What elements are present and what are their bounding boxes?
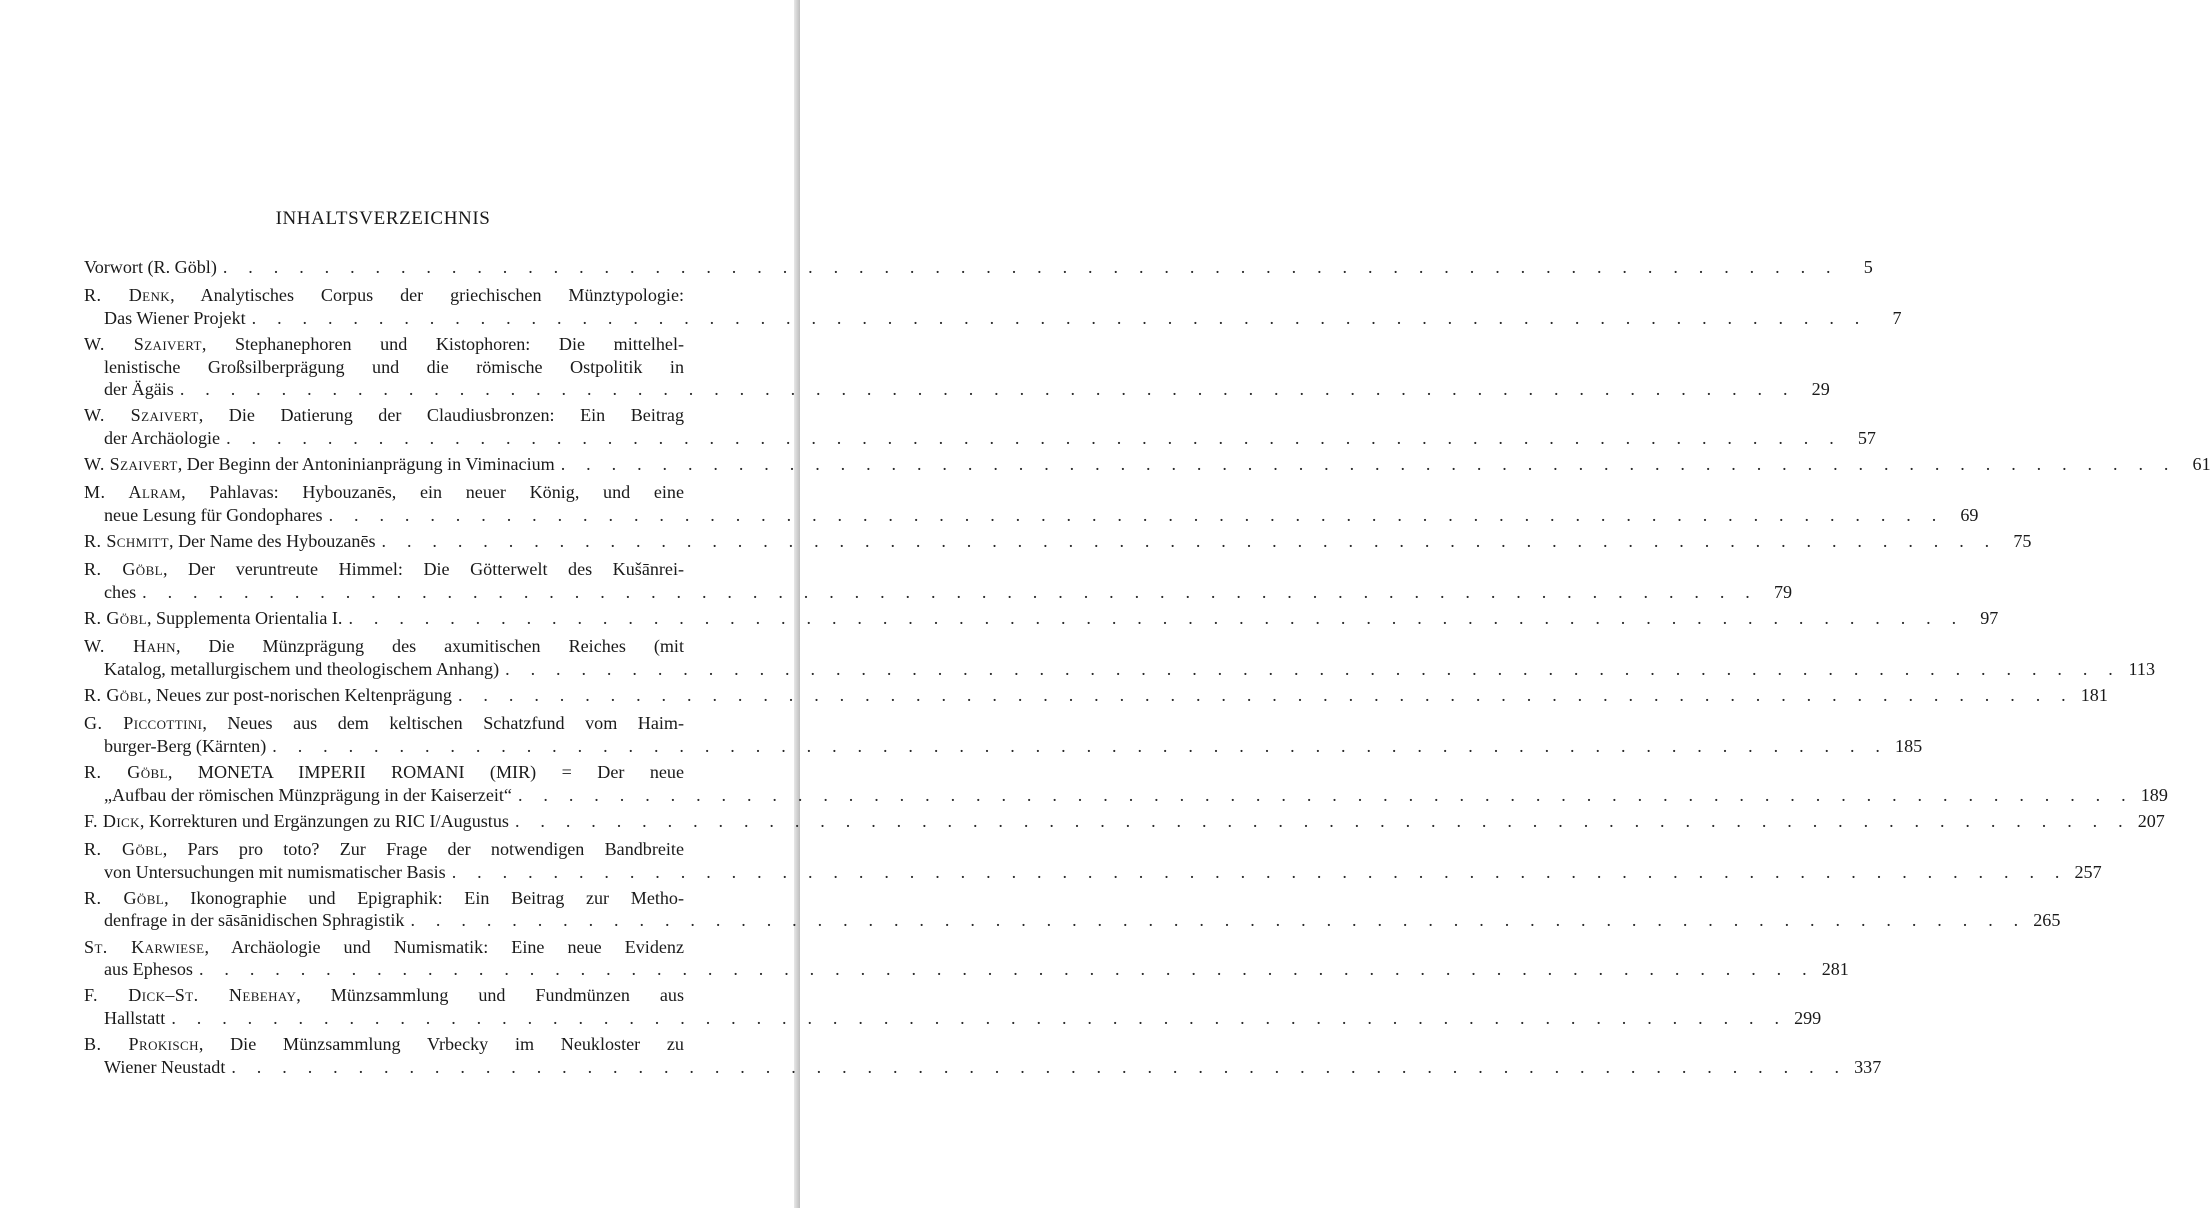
entry-last-line (84, 607, 1999, 630)
entry-last-line (84, 684, 2108, 707)
entry-line (84, 838, 684, 861)
entry-last-text: Vorwort (R. Göbl) (84, 257, 217, 277)
dot-leader: . . . . . . . . . . . . . . . . . . . . . . . . . . . . . . . . . . . . . . . . . . . . . . . . . . . . . . . . . . . . . . . . (457, 685, 2074, 706)
entry-author: M. Alram (84, 482, 182, 503)
page-number: 57 (1857, 427, 1876, 448)
entry-last-line (84, 1056, 1882, 1079)
toc-entry (84, 635, 2156, 680)
toc-entry (84, 1033, 1882, 1078)
dot-leader: . . . . . . . . . . . . . . . . . . . . . . . . . . . . . . . . . . . . . . . . . . . . . . . . . . . . . . . . . . . . . . . . (505, 658, 2122, 679)
entry-title-text (84, 453, 555, 476)
entry-last-text: , Der Name des Hybouzanēs (169, 531, 376, 552)
page-number: 69 (1960, 504, 1979, 525)
entry-line (84, 936, 684, 959)
dot-leader: . . . . . . . . . . . . . . . . . . . . . . . . . . . . . . . . . . . . . . . . . . . . . . . . . . . . . . . . . . . . . . . . (198, 959, 1815, 980)
entry-last-line (84, 784, 2168, 807)
entry-author: R. Denk (84, 285, 171, 306)
toc-entry (84, 530, 2032, 553)
page-title: INHALTSVERZEICHNIS (275, 208, 491, 229)
entry-last-text: „Aufbau der römischen Münzprägung in der Kaiserzeit“ (104, 784, 512, 805)
entry-line (84, 984, 684, 1007)
entry-last-line (84, 909, 2061, 932)
entry-line (84, 635, 684, 658)
entry-title-text (104, 909, 404, 932)
entry-last-text: Katalog, metallurgischem und theologischem Anhang) (104, 658, 500, 679)
entry-line (84, 404, 684, 427)
page-number: 75 (2013, 531, 2032, 552)
entry-line-text: , Pars pro toto? Zur Frage der notwendigen Bandbreite (162, 838, 684, 859)
dot-leader: . . . . . . . . . . . . . . . . . . . . . . . . . . . . . . . . . . . . . . . . . . . . . . . . . . . . . . . . . . . . . . . . (348, 608, 1965, 629)
entry-author: R. Göbl (84, 887, 165, 908)
entry-title-text (104, 581, 136, 604)
entry-last-line (84, 504, 1979, 527)
entry-author: F. Dick (84, 810, 140, 831)
page-number: 181 (2080, 685, 2108, 706)
toc-entry (84, 684, 2108, 707)
toc-entry (84, 481, 1979, 526)
dot-leader: . . . . . . . . . . . . . . . . . . . . . . . . . . . . . . . . . . . . . . . . . . . . . . . . . . . . . . . . . . . . . . . . (142, 581, 1759, 602)
page-number: 207 (2137, 810, 2165, 831)
dot-leader: . . . . . . . . . . . . . . . . . . . . . . . . . . . . . . . . . . . . . . . . . . . . . . . . . . . . . . . . . . . . . . . . (451, 861, 2068, 882)
entry-last-line (84, 861, 2102, 884)
entry-title-text (84, 256, 217, 279)
entry-last-text: von Untersuchungen mit numismatischer Basis (104, 861, 446, 882)
entry-last-line (84, 581, 1793, 604)
entry-author: W. Hahn (84, 636, 176, 657)
entry-last-line (84, 453, 2211, 476)
entry-author: R. Schmitt (84, 531, 170, 552)
page-number: 29 (1811, 379, 1830, 400)
entry-title-text (104, 378, 174, 401)
entry-last-text: , Korrekturen und Ergänzungen zu RIC I/Augustus (139, 810, 509, 831)
entry-title-text (104, 958, 193, 981)
entry-last-line (84, 530, 2032, 553)
entry-title-text (104, 307, 246, 330)
entry-last-text: Wiener Neustadt (104, 1056, 226, 1077)
dot-leader: . . . . . . . . . . . . . . . . . . . . . . . . . . . . . . . . . . . . . . . . . . . . . . . . . . . . . . . . . . . . . . . . (226, 427, 1842, 448)
entry-title-text (104, 658, 499, 681)
entry-line-text: , Stephanephoren und Kistophoren: Die mittelhel- (201, 333, 685, 354)
entry-line-text: , Analytisches Corpus der griechischen Münztypologie: (170, 285, 684, 306)
entry-last-line (84, 735, 1923, 758)
entry-last-line (84, 256, 1873, 279)
entry-line-text: lenistische Großsilberprägung und die römische Ostpolitik in (104, 356, 684, 377)
entry-last-text: der Ägäis (104, 379, 174, 400)
toc-entry (84, 607, 1999, 630)
entry-line (84, 333, 684, 356)
dot-leader: . . . . . . . . . . . . . . . . . . . . . . . . . . . . . . . . . . . . . . . . . . . . . . . . . . . . . . . . . . . . . . . . (251, 307, 1868, 328)
entry-line-text: , Die Münzsammlung Vrbecky im Neukloster zu (198, 1034, 684, 1055)
entry-title-text (104, 784, 512, 807)
dot-leader: . . . . . . . . . . . . . . . . . . . . . . . . . . . . . . . . . . . . . . . . . . . . . . . . . . . . . . . . . . . . . . . . (381, 531, 1998, 552)
toc-entry (84, 712, 1923, 757)
entry-line-text: , Archäologie und Numismatik: Eine neue Evidenz (204, 936, 684, 957)
entry-line (84, 761, 684, 784)
entry-line-text: , Ikonographie und Epigraphik: Ein Beitrag zur Metho- (164, 887, 684, 908)
entry-title-text (104, 1007, 165, 1030)
toc-entry (84, 810, 2165, 833)
entry-line-text: , Pahlavas: Hybouzanēs, ein neuer König, und eine (181, 482, 685, 503)
toc-entry (84, 838, 2102, 883)
entry-last-line (84, 810, 2165, 833)
entry-last-text: aus Ephesos (104, 959, 193, 980)
dot-leader: . . . . . . . . . . . . . . . . . . . . . . . . . . . . . . . . . . . . . . . . . . . . . . . . . . . . . . . . . . . . . . . . (231, 1056, 1848, 1077)
entry-title-text (84, 607, 342, 630)
entry-last-text: , Neues zur post-norischen Keltenprägung (146, 685, 452, 706)
toc-entry (84, 333, 1830, 401)
toc-entry (84, 256, 1873, 279)
entry-last-line (84, 1007, 1822, 1030)
toc-entry (84, 984, 1822, 1029)
page-number: 79 (1773, 581, 1793, 602)
entry-line (84, 356, 684, 379)
entry-author: St. Karwiese (84, 936, 205, 957)
entry-last-text: Das Wiener Projekt (104, 307, 246, 328)
table-of-contents (84, 256, 2211, 1082)
entry-author: B. Prokisch (84, 1034, 199, 1055)
toc-entry (84, 936, 1849, 981)
dot-leader: . . . . . . . . . . . . . . . . . . . . . . . . . . . . . . . . . . . . . . . . . . . . . . . . . . . . . . . . . . . . . . . . (179, 379, 1796, 400)
entry-title-text (104, 504, 323, 527)
entry-line (84, 1033, 684, 1056)
entry-author: R. Göbl (84, 608, 147, 629)
entry-last-text: ches (104, 581, 137, 602)
page-number: 189 (2140, 784, 2168, 805)
entry-line (84, 887, 684, 910)
entry-title-text (104, 1056, 225, 1079)
entry-title-text (84, 810, 509, 833)
entry-author: R. Göbl (84, 685, 147, 706)
entry-last-text: burger-Berg (Kärnten) (104, 735, 267, 756)
entry-last-line (84, 658, 2156, 681)
entry-title-text (104, 861, 446, 884)
page-number: 5 (1863, 257, 1873, 277)
entry-last-line (84, 427, 1876, 450)
page-number: 97 (1980, 608, 1999, 629)
entry-last-line (84, 307, 1902, 330)
toc-entry (84, 404, 1876, 449)
dot-leader: . . . . . . . . . . . . . . . . . . . . . . . . . . . . . . . . . . . . . . . . . . . . . . . . . . . . . . . . . . . . . . . . (410, 910, 2027, 931)
entry-line (84, 284, 684, 307)
page-number: 265 (2033, 910, 2061, 931)
entry-author: R. Göbl (84, 559, 163, 580)
dot-leader: . . . . . . . . . . . . . . . . . . . . . . . . . . . . . . . . . . . . . . . . . . . . . . . . . . . . . . . . . . . . . . . . (171, 1007, 1788, 1028)
toc-entry (84, 558, 1793, 603)
entry-author: F. Dick–St. Nebehay (84, 985, 297, 1006)
entry-line-text: , MONETA IMPERII ROMANI (MIR) = Der neue (167, 762, 685, 782)
toc-entry (84, 284, 1902, 329)
toc-entry (84, 887, 2061, 932)
entry-last-text: , Der Beginn der Antoninianprägung in Viminacium (177, 454, 555, 475)
page-number: 185 (1895, 735, 1923, 756)
entry-last-text: denfrage in der sāsānidischen Sphragistik (104, 910, 405, 931)
page-number: 7 (1892, 307, 1902, 328)
page-number: 257 (2074, 861, 2102, 882)
entry-line-text: , Münzsammlung und Fundmünzen aus (296, 985, 684, 1006)
entry-title-text (84, 684, 452, 707)
entry-last-line (84, 958, 1849, 981)
entry-last-text: , Supplementa Orientalia I. (146, 608, 343, 629)
entry-last-text: Hallstatt (104, 1007, 166, 1028)
entry-title-text (104, 735, 266, 758)
dot-leader: . . . . . . . . . . . . . . . . . . . . . . . . . . . . . . . . . . . . . . . . . . . . . . . . . . . . . . . . . . . . . . . . (560, 454, 2177, 475)
entry-author: R. Göbl (84, 762, 168, 782)
dot-leader: . . . . . . . . . . . . . . . . . . . . . . . . . . . . . . . . . . . . . . . . . . . . . . . . . . . . . . . . . . . . . . . . (517, 784, 2134, 805)
entry-author: R. Göbl (84, 838, 163, 859)
entry-line (84, 481, 684, 504)
entry-line (84, 558, 684, 581)
entry-author: W. Szaivert (84, 333, 202, 354)
page-number: 299 (1794, 1007, 1822, 1028)
dot-leader: . . . . . . . . . . . . . . . . . . . . . . . . . . . . . . . . . . . . . . . . . . . . . . . . . . . . . . . . . . . . . . . . (514, 810, 2131, 831)
dot-leader: . . . . . . . . . . . . . . . . . . . . . . . . . . . . . . . . . . . . . . . . . . . . . . . . . . . . . . . . . . . . . . . . (328, 504, 1945, 525)
dot-leader: . . . . . . . . . . . . . . . . . . . . . . . . . . . . . . . . . . . . . . . . . . . . . . . . . . . . . . . . . . . . . . . . (222, 257, 1839, 277)
entry-line-text: , Die Datierung der Claudiusbronzen: Ein Beitrag (198, 405, 684, 426)
page-number: 281 (1821, 959, 1849, 980)
entry-last-text: neue Lesung für Gondophares (104, 504, 323, 525)
entry-title-text (104, 427, 220, 450)
page-number: 337 (1854, 1056, 1882, 1077)
entry-last-line (84, 378, 1830, 401)
toc-entry (84, 761, 2168, 806)
page-number: 61 (2192, 454, 2211, 475)
entry-author: W. Szaivert (84, 454, 178, 475)
entry-line-text: , Die Münzprägung des axumitischen Reiches (mit (175, 636, 684, 657)
entry-title-text (84, 530, 376, 553)
entry-last-text: der Archäologie (104, 427, 221, 448)
page-number: 113 (2128, 658, 2156, 679)
entry-line-text: , Der veruntreute Himmel: Die Götterwelt des Kušānrei- (163, 559, 685, 580)
dot-leader: . . . . . . . . . . . . . . . . . . . . . . . . . . . . . . . . . . . . . . . . . . . . . . . . . . . . . . . . . . . . . . . . (272, 735, 1889, 756)
entry-author: W. Szaivert (84, 405, 199, 426)
entry-author: G. Piccottini (84, 713, 203, 734)
toc-entry (84, 453, 2211, 476)
entry-line (84, 712, 684, 735)
entry-line-text: , Neues aus dem keltischen Schatzfund vom Haim- (202, 713, 684, 734)
